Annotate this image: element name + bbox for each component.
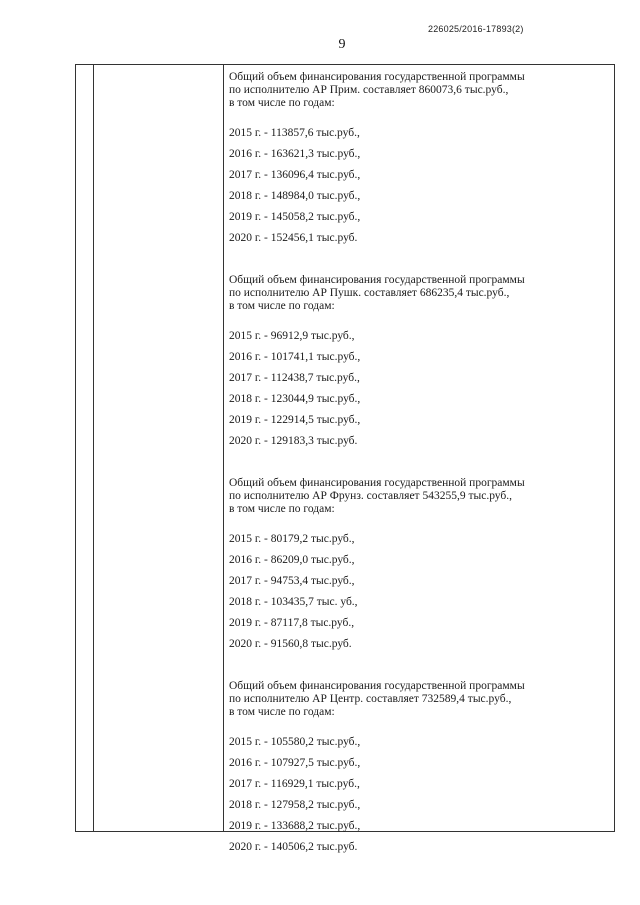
year-amount: 2020 г. - 140506,2 тыс.руб. <box>229 841 358 853</box>
year-amount: 2015 г. - 113857,6 тыс.руб., <box>229 127 360 139</box>
financing-section-centr <box>229 680 609 862</box>
section-intro <box>229 71 609 110</box>
year-amount: 2019 г. - 87117,8 тыс.руб., <box>229 617 355 629</box>
year-amount: 2020 г. - 91560,8 тыс.руб. <box>229 638 352 650</box>
intro-line: в том числе по годам: <box>229 97 335 109</box>
document-id: 226025/2016-17893(2) <box>428 24 524 34</box>
page-number: 9 <box>338 37 346 52</box>
year-amount: 2018 г. - 148984,0 тыс.руб., <box>229 190 361 202</box>
intro-line: по исполнителю АР Пушк. составляет 686235,4 тыс.руб., <box>229 287 510 299</box>
year-amount: 2016 г. - 163621,3 тыс.руб., <box>229 148 361 160</box>
year-amount: 2015 г. - 105580,2 тыс.руб., <box>229 736 361 748</box>
year-amount: 2017 г. - 136096,4 тыс.руб., <box>229 169 361 181</box>
section-intro <box>229 680 609 719</box>
intro-line: по исполнителю АР Прим. составляет 860073,6 тыс.руб., <box>229 84 509 96</box>
intro-line: Общий объем финансирования государственной программы <box>229 477 525 489</box>
year-amount: 2018 г. - 103435,7 тыс. уб., <box>229 596 358 608</box>
financing-section-prim <box>229 71 609 253</box>
intro-line: по исполнителю АР Центр. составляет 732589,4 тыс.руб., <box>229 693 512 705</box>
year-amount: 2017 г. - 94753,4 тыс.руб., <box>229 575 355 587</box>
year-amount: 2017 г. - 112438,7 тыс.руб., <box>229 372 360 384</box>
financing-content <box>229 71 609 883</box>
year-amount: 2018 г. - 123044,9 тыс.руб., <box>229 393 361 405</box>
financing-section-pushk <box>229 274 609 456</box>
section-intro <box>229 477 609 516</box>
section-intro <box>229 274 609 313</box>
year-amount: 2018 г. - 127958,2 тыс.руб., <box>229 799 361 811</box>
financing-section-frunz <box>229 477 609 659</box>
intro-line: в том числе по годам: <box>229 503 335 515</box>
intro-line: Общий объем финансирования государственной программы <box>229 274 525 286</box>
intro-line: в том числе по годам: <box>229 706 335 718</box>
year-amount: 2020 г. - 152456,1 тыс.руб. <box>229 232 358 244</box>
intro-line: по исполнителю АР Фрунз. составляет 543255,9 тыс.руб., <box>229 490 512 502</box>
year-amount: 2016 г. - 86209,0 тыс.руб., <box>229 554 355 566</box>
intro-line: Общий объем финансирования государственной программы <box>229 71 525 83</box>
table-column-divider-2 <box>223 65 224 831</box>
year-amount: 2019 г. - 122914,5 тыс.руб., <box>229 414 361 426</box>
table-column-divider-1 <box>93 65 94 831</box>
year-amount: 2019 г. - 133688,2 тыс.руб., <box>229 820 361 832</box>
intro-line: в том числе по годам: <box>229 300 335 312</box>
intro-line: Общий объем финансирования государственной программы <box>229 680 525 692</box>
year-amount: 2020 г. - 129183,3 тыс.руб. <box>229 435 358 447</box>
year-amount: 2019 г. - 145058,2 тыс.руб., <box>229 211 361 223</box>
year-amount: 2016 г. - 107927,5 тыс.руб., <box>229 757 361 769</box>
year-amount: 2015 г. - 96912,9 тыс.руб., <box>229 330 355 342</box>
year-amount: 2015 г. - 80179,2 тыс.руб., <box>229 533 355 545</box>
year-amount: 2017 г. - 116929,1 тыс.руб., <box>229 778 360 790</box>
year-amount: 2016 г. - 101741,1 тыс.руб., <box>229 351 361 363</box>
